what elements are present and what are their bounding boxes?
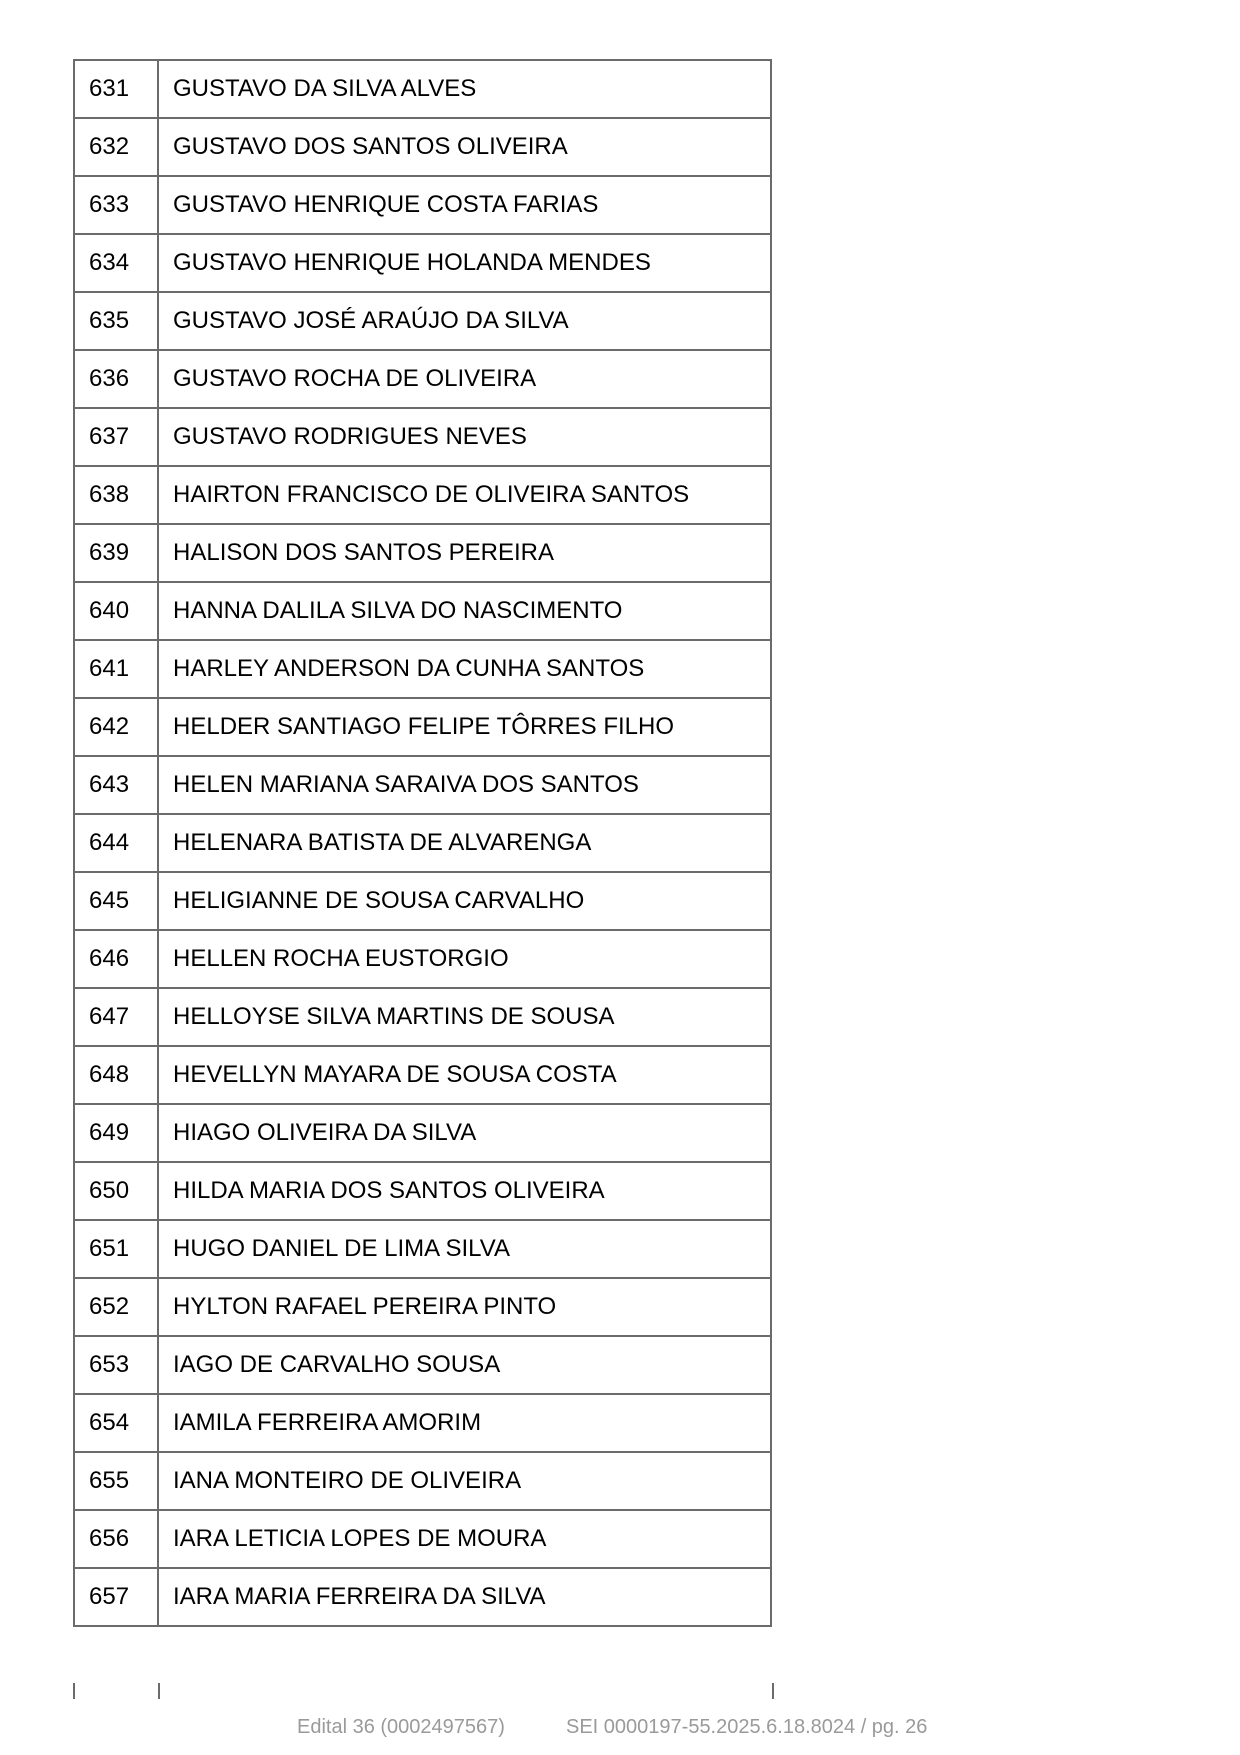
row-number: 635 — [74, 292, 158, 350]
row-number: 647 — [74, 988, 158, 1046]
row-number: 650 — [74, 1162, 158, 1220]
table-row — [74, 930, 771, 988]
table-row — [74, 582, 771, 640]
row-name: GUSTAVO DOS SANTOS OLIVEIRA — [158, 118, 771, 176]
row-name: HARLEY ANDERSON DA CUNHA SANTOS — [158, 640, 771, 698]
table-row — [74, 814, 771, 872]
row-number: 636 — [74, 350, 158, 408]
row-number: 641 — [74, 640, 158, 698]
row-name: IAGO DE CARVALHO SOUSA — [158, 1336, 771, 1394]
table-continuation-divider — [158, 1683, 160, 1699]
row-number: 643 — [74, 756, 158, 814]
row-number: 653 — [74, 1336, 158, 1394]
row-number: 656 — [74, 1510, 158, 1568]
footer-sei-reference: SEI 0000197-55.2025.6.18.8024 / pg. 26 — [566, 1716, 928, 1738]
table-row — [74, 698, 771, 756]
table-row — [74, 640, 771, 698]
row-name: HELLOYSE SILVA MARTINS DE SOUSA — [158, 988, 771, 1046]
table-continuation — [73, 1683, 774, 1699]
row-name: HAIRTON FRANCISCO DE OLIVEIRA SANTOS — [158, 466, 771, 524]
row-name: GUSTAVO JOSÉ ARAÚJO DA SILVA — [158, 292, 771, 350]
row-number: 638 — [74, 466, 158, 524]
table-row — [74, 1046, 771, 1104]
row-name: HILDA MARIA DOS SANTOS OLIVEIRA — [158, 1162, 771, 1220]
row-number: 657 — [74, 1568, 158, 1626]
row-name: HALISON DOS SANTOS PEREIRA — [158, 524, 771, 582]
row-name: GUSTAVO RODRIGUES NEVES — [158, 408, 771, 466]
table-row — [74, 234, 771, 292]
row-number: 646 — [74, 930, 158, 988]
row-number: 654 — [74, 1394, 158, 1452]
table-row — [74, 1394, 771, 1452]
table-row — [74, 1220, 771, 1278]
table-row — [74, 1510, 771, 1568]
table-row — [74, 988, 771, 1046]
table-row — [74, 176, 771, 234]
row-name: GUSTAVO DA SILVA ALVES — [158, 60, 771, 118]
table-row — [74, 1104, 771, 1162]
row-number: 637 — [74, 408, 158, 466]
row-name: IARA LETICIA LOPES DE MOURA — [158, 1510, 771, 1568]
row-number: 639 — [74, 524, 158, 582]
row-name: HANNA DALILA SILVA DO NASCIMENTO — [158, 582, 771, 640]
table-row — [74, 1452, 771, 1510]
row-number: 640 — [74, 582, 158, 640]
row-number: 655 — [74, 1452, 158, 1510]
row-name: GUSTAVO HENRIQUE COSTA FARIAS — [158, 176, 771, 234]
table-row — [74, 350, 771, 408]
row-name: GUSTAVO HENRIQUE HOLANDA MENDES — [158, 234, 771, 292]
roster-table — [73, 59, 772, 1627]
table-row — [74, 1336, 771, 1394]
row-name: IARA MARIA FERREIRA DA SILVA — [158, 1568, 771, 1626]
row-number: 633 — [74, 176, 158, 234]
row-name: HELEN MARIANA SARAIVA DOS SANTOS — [158, 756, 771, 814]
row-name: HELENARA BATISTA DE ALVARENGA — [158, 814, 771, 872]
row-name: HEVELLYN MAYARA DE SOUSA COSTA — [158, 1046, 771, 1104]
row-number: 632 — [74, 118, 158, 176]
row-number: 651 — [74, 1220, 158, 1278]
table-row — [74, 292, 771, 350]
row-number: 644 — [74, 814, 158, 872]
row-name: HIAGO OLIVEIRA DA SILVA — [158, 1104, 771, 1162]
row-name: HELDER SANTIAGO FELIPE TÔRRES FILHO — [158, 698, 771, 756]
row-number: 648 — [74, 1046, 158, 1104]
row-name: HYLTON RAFAEL PEREIRA PINTO — [158, 1278, 771, 1336]
table-row — [74, 466, 771, 524]
table-row — [74, 524, 771, 582]
table-row — [74, 872, 771, 930]
row-number: 631 — [74, 60, 158, 118]
table-row — [74, 118, 771, 176]
table-row — [74, 408, 771, 466]
roster-table-body — [74, 60, 771, 1626]
row-number: 642 — [74, 698, 158, 756]
footer-edital: Edital 36 (0002497567) — [297, 1716, 505, 1738]
table-row — [74, 60, 771, 118]
row-name: HELLEN ROCHA EUSTORGIO — [158, 930, 771, 988]
table-row — [74, 1278, 771, 1336]
table-row — [74, 756, 771, 814]
row-name: GUSTAVO ROCHA DE OLIVEIRA — [158, 350, 771, 408]
row-number: 645 — [74, 872, 158, 930]
row-number: 649 — [74, 1104, 158, 1162]
row-number: 634 — [74, 234, 158, 292]
row-name: HELIGIANNE DE SOUSA CARVALHO — [158, 872, 771, 930]
row-number: 652 — [74, 1278, 158, 1336]
row-name: HUGO DANIEL DE LIMA SILVA — [158, 1220, 771, 1278]
table-row — [74, 1568, 771, 1626]
table-row — [74, 1162, 771, 1220]
row-name: IAMILA FERREIRA AMORIM — [158, 1394, 771, 1452]
row-name: IANA MONTEIRO DE OLIVEIRA — [158, 1452, 771, 1510]
